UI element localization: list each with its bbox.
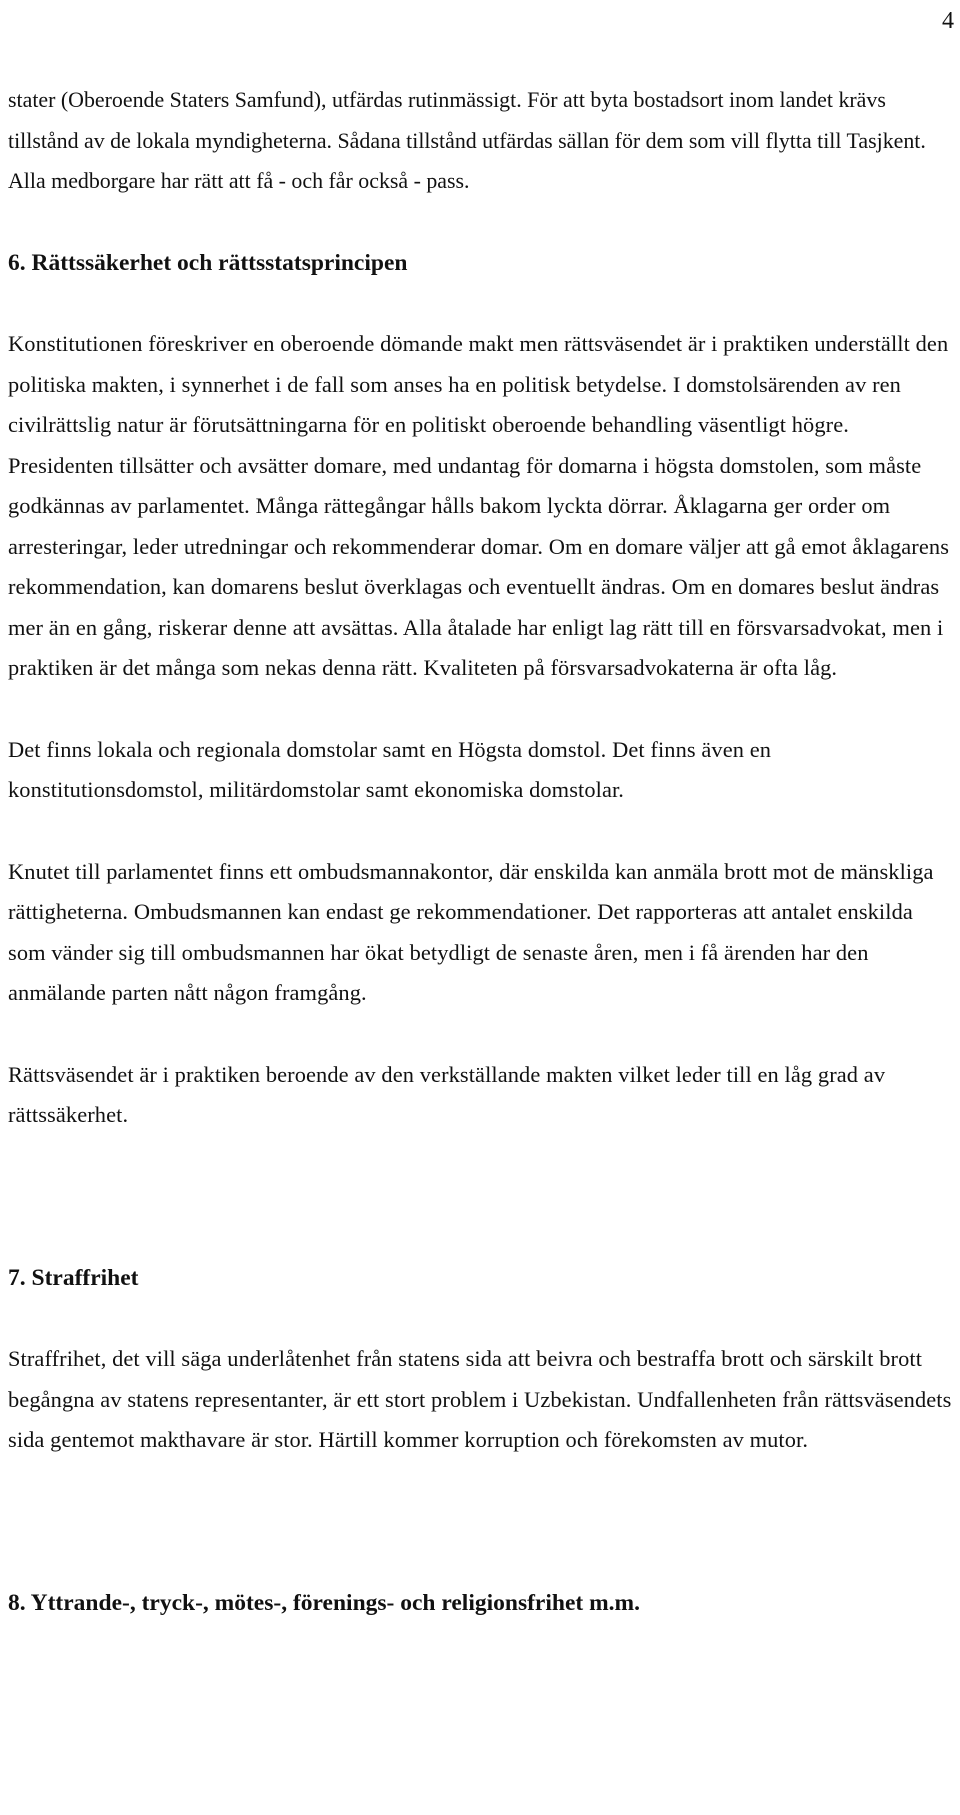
section-6-paragraph-4: Rättsväsendet är i praktiken beroende av den verkställande makten vilket leder till en låg grad av rättssäkerhet. [8,1061,886,1127]
section-6-heading: 6. Rättssäkerhet och rättsstatsprincipen [8,249,408,276]
section-8-heading: 8. Yttrande-, tryck-, mötes-, förenings- och religionsfrihet m.m. [8,1589,640,1616]
section-7-heading: 7. Straffrihet [8,1264,139,1291]
section-7-paragraph-1: Straffrihet, det vill säga underlåtenhet från statens sida att beivra och bestraffa brott och särskilt brott begångna av statens representanter, är ett stort problem i Uzbekistan. Undfallenheten från rättsväsendets sida gentemot makthavare är stor. Härtill kommer korruption och förekomsten av mutor. [8,1346,952,1452]
section-6-paragraph-3: Knutet till parlamentet finns ett ombudsmannakontor, där enskilda kan anmäla brott mot de mänskliga rättigheterna. Ombudsmannen kan endast ge rekommendationer. Det rapporteras att antalet enskilda som vänder sig till ombudsmannen har ökat betydligt de senaste åren, men i få ärenden har den anmälande parten nått någon framgång. [8,858,934,1005]
intro-paragraph: stater (Oberoende Staters Samfund), utfärdas rutinmässigt. För att byta bostadsort inom landet krävs tillstånd av de lokala myndigheterna. Sådana tillstånd utfärdas sällan för dem som vill flytta till Tasjkent. Alla medborgare har rätt att få - och får också - pass. [8,87,926,193]
section-6-paragraph-2: Det finns lokala och regionala domstolar samt en Högsta domstol. Det finns även en konstitutionsdomstol, militärdomstolar samt ekonomiska domstolar. [8,736,772,802]
document-body [8,80,952,1623]
section-6-paragraph-1: Konstitutionen föreskriver en oberoende dömande makt men rättsväsendet är i praktiken underställt den politiska makten, i synnerhet i de fall som anses ha en politisk betydelse. I domstolsärenden av ren civilrättslig natur är förutsättningarna för en politiskt oberoende behandling väsentligt högre. Presidenten tillsätter och avsätter domare, med undantag för domarna i högsta domstolen, som måste godkännas av parlamentet. Många rättegångar hålls bakom lyckta dörrar. Åklagarna ger order om arresteringar, leder utredningar och rekommenderar domar. Om en domare väljer att gå emot åklagarens rekommendation, kan domarens beslut överklagas och eventuellt ändras. Om en domares beslut ändras mer än en gång, riskerar denne att avsättas. Alla åtalade har enligt lag rätt till en försvarsadvokat, men i praktiken är det många som nekas denna rätt. Kvaliteten på försvarsadvokaterna är ofta låg. [8,331,950,680]
page-number: 4 [942,8,954,34]
